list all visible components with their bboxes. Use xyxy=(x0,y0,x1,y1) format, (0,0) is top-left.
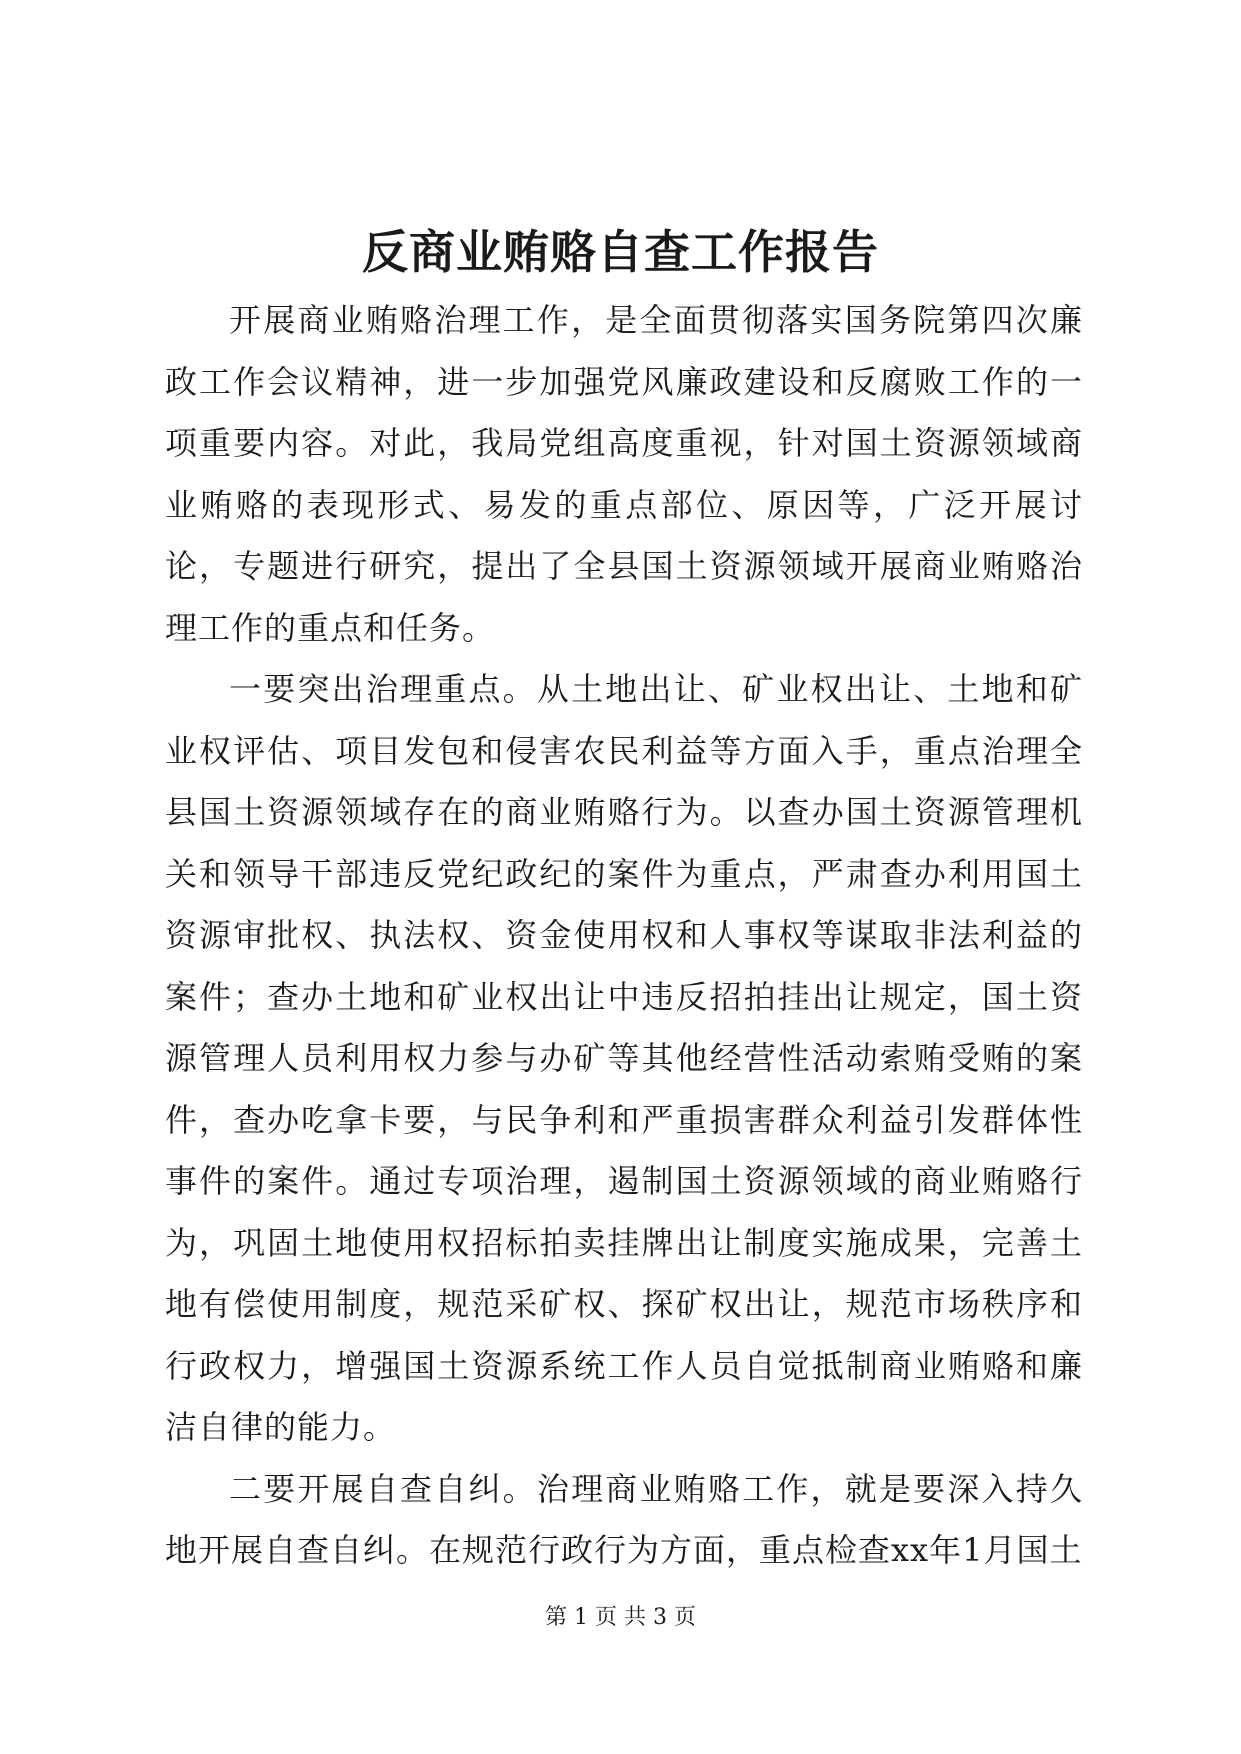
paragraph-focus: 一要突出治理重点。从土地出让、矿业权出让、土地和矿业权评估、项目发包和侵害农民利益等方面入手，重点治理全县国土资源领域存在的商业贿赂行为。以查办国土资源管理机关和领导干部违反党纪政纪的案件为重点，严肃查办利用国土资源审批权、执法权、资金使用权和人事权等谋取非法利益的案件；查办土地和矿业权出让中违反招拍挂出让规定，国土资源管理人员利用权力参与办矿等其他经营性活动索贿受贿的案件，查办吃拿卡要，与民争利和严重损害群众利益引发群体性事件的案件。通过专项治理，遏制国土资源领域的商业贿赂行为，巩固土地使用权招标拍卖挂牌出让制度实施成果，完善土地有偿使用制度，规范采矿权、探矿权出让，规范市场秩序和行政权力，增强国土资源系统工作人员自觉抵制商业贿赂和廉洁自律的能力。 xyxy=(165,670,1083,1446)
document-title: 反商业贿赂自查工作报告 xyxy=(362,225,879,279)
document-body xyxy=(165,290,1083,1582)
paragraph-self-check: 二要开展自查自纠。治理商业贿赂工作，就是要深入持久地开展自查自纠。在规范行政行为方面，重点检查xx年1月国土 xyxy=(165,1469,1083,1569)
paragraph-intro: 开展商业贿赂治理工作，是全面贯彻落实国务院第四次廉政工作会议精神，进一步加强党风廉政建设和反腐败工作的一项重要内容。对此，我局党组高度重视，针对国土资源领域商业贿赂的表现形式、易发的重点部位、原因等，广泛开展讨论，专题进行研究，提出了全县国土资源领域开展商业贿赂治理工作的重点和任务。 xyxy=(165,301,1083,647)
page-number: 第 1 页 共 3 页 xyxy=(545,1605,696,1630)
